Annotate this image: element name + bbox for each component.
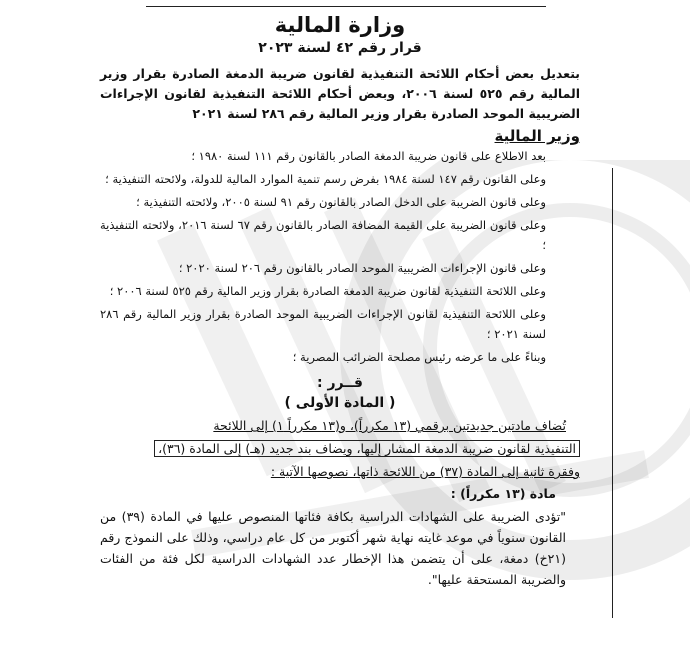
recital-4: وعلى قانون الضريبة على القيمة المضافة الصادر بالقانون رقم ٦٧ لسنة ٢٠١٦، ولائحته التنفيذية ؛ [100, 218, 546, 252]
body-line-3-text: وفقرة ثانية إلى المادة (٣٧) من اللائحة ذاتها، نصوصها الآتية : [270, 464, 580, 479]
recital-5: وعلى قانون الإجراءات الضريبية الموحد الصادر بالقانون رقم ٢٠٦ لسنة ٢٠٢٠ ؛ [178, 261, 546, 275]
body-line-2-text: التنفيذية لقانون ضريبة الدمغة المشار إليها، ويضاف بند جديد (هـ) إلى المادة (٣٦)، [154, 440, 580, 457]
body-line-2 [100, 438, 580, 459]
recital-1: بعد الاطلاع على قانون ضريبة الدمغة الصادر بالقانون رقم ١١١ لسنة ١٩٨٠ ؛ [191, 149, 546, 163]
decree-document [100, 12, 580, 590]
recital-6: وعلى اللائحة التنفيذية لقانون ضريبة الدمغة الصادرة بقرار وزير المالية رقم ٥٢٥ لسنة ٢٠٠٦ ؛ [109, 284, 546, 298]
decree-number: قرار رقم ٤٢ لسنة ٢٠٢٣ [258, 40, 422, 56]
ministry-heading: وزارة المالية [274, 13, 406, 37]
article-13bis-text: "تؤدى الضريبة على الشهادات الدراسية بكافة فئاتها المنصوص عليها في المادة (٣٩) من القانون سنوياً في موعد غايته نهاية شهر أكتوبر من كل عام دراسي، وذلك على النموذج رقم (٢١خ) دمغة، على أن يتضمن هذا الإخطار عدد الشهادات الدراسية لكل فئة من الفئات والضريبة المستحقة عليها". [100, 509, 567, 587]
article-13bis-label: مادة (١٣ مكرراً) : [450, 486, 556, 501]
top-rule [146, 6, 546, 7]
minister-heading: وزير المالية [494, 127, 580, 145]
recital-8: وبناءً على ما عرضه رئيس مصلحة الضرائب المصرية ؛ [292, 350, 546, 364]
body-line-1 [100, 415, 580, 436]
body-line-3 [100, 461, 580, 482]
body-line-1-text: تُضاف مادتين جديدتين برقمي (١٣ مكرراً)، و(١٣ مكرراً ١) إلى اللائحة [213, 418, 566, 433]
recital-7: وعلى اللائحة التنفيذية لقانون الإجراءات الضريبية الموحد الصادرة بقرار وزير المالية رقم ٢٨٦ لسنة ٢٠٢١ ؛ [100, 307, 546, 341]
decided-heading: قــرر : [317, 375, 363, 391]
recital-3: وعلى قانون الضريبة على الدخل الصادر بالقانون رقم ٩١ لسنة ٢٠٠٥، ولائحته التنفيذية ؛ [136, 195, 546, 209]
decree-subject: بتعديل بعض أحكام اللائحة التنفيذية لقانون ضريبة الدمغة الصادرة بقرار وزير المالية رقم ٥٢٥ لسنة ٢٠٠٦، وبعض أحكام اللائحة التنفيذية لقانون الإجراءات الضريبية الموحد الصادرة بقرار وزير المالية رقم ٢٨٦ لسنة ٢٠٢١ [100, 66, 580, 121]
recital-2: وعلى القانون رقم ١٤٧ لسنة ١٩٨٤ بفرض رسم تنمية الموارد المالية للدولة، ولائحته التنفيذية ؛ [105, 172, 546, 186]
right-margin-rule [612, 168, 613, 618]
article-one-heading: ( المادة الأولى ) [284, 395, 396, 411]
